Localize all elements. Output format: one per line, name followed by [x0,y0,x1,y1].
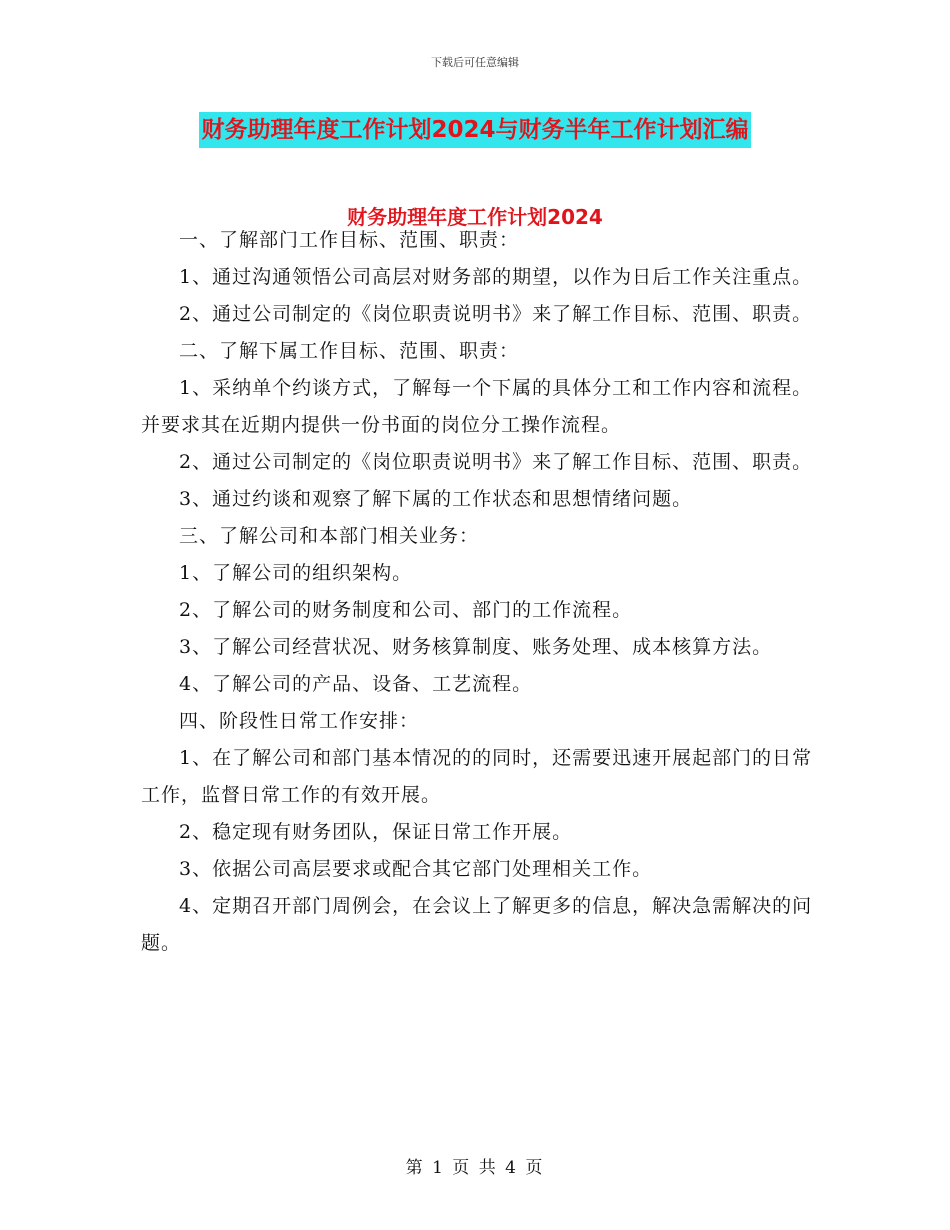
section-title: 财务助理年度工作计划2024 [347,205,603,229]
paragraph: 2、稳定现有财务团队，保证日常工作开展。 [179,821,573,843]
paragraph: 2、了解公司的财务制度和公司、部门的工作流程。 [179,599,633,621]
paragraph: 1、在了解公司和部门基本情况的的同时，还需要迅速开展起部门的日常工作，监督日常工作的有效开展。 [141,747,813,806]
document-main-title: 财务助理年度工作计划2024与财务半年工作计划汇编 [199,112,750,148]
paragraph: 1、了解公司的组织架构。 [179,562,413,584]
paragraph: 3、了解公司经营状况、财务核算制度、账务处理、成本核算方法。 [179,636,773,658]
main-title-container [0,112,950,148]
header-note: 下载后可任意编辑 [431,56,519,69]
paragraph: 四、阶段性日常工作安排： [179,710,420,732]
document-body [141,222,821,962]
paragraph: 一、了解部门工作目标、范围、职责： [179,229,520,251]
paragraph: 1、通过沟通领悟公司高层对财务部的期望，以作为日后工作关注重点。 [179,266,813,288]
paragraph: 2、通过公司制定的《岗位职责说明书》来了解工作目标、范围、职责。 [179,303,813,325]
paragraph: 4、了解公司的产品、设备、工艺流程。 [179,673,533,695]
paragraph: 3、通过约谈和观察了解下属的工作状态和思想情绪问题。 [179,488,693,510]
paragraph: 3、依据公司高层要求或配合其它部门处理相关工作。 [179,858,653,880]
paragraph: 二、了解下属工作目标、范围、职责： [179,340,520,362]
paragraph: 1、采纳单个约谈方式，了解每一个下属的具体分工和工作内容和流程。并要求其在近期内提供一份书面的岗位分工操作流程。 [141,377,813,436]
paragraph: 2、通过公司制定的《岗位职责说明书》来了解工作目标、范围、职责。 [179,451,813,473]
paragraph: 4、定期召开部门周例会，在会议上了解更多的信息，解决急需解决的问题。 [141,895,813,954]
paragraph: 三、了解公司和本部门相关业务： [179,525,480,547]
page-indicator: 第 1 页 共 4 页 [405,1158,545,1178]
